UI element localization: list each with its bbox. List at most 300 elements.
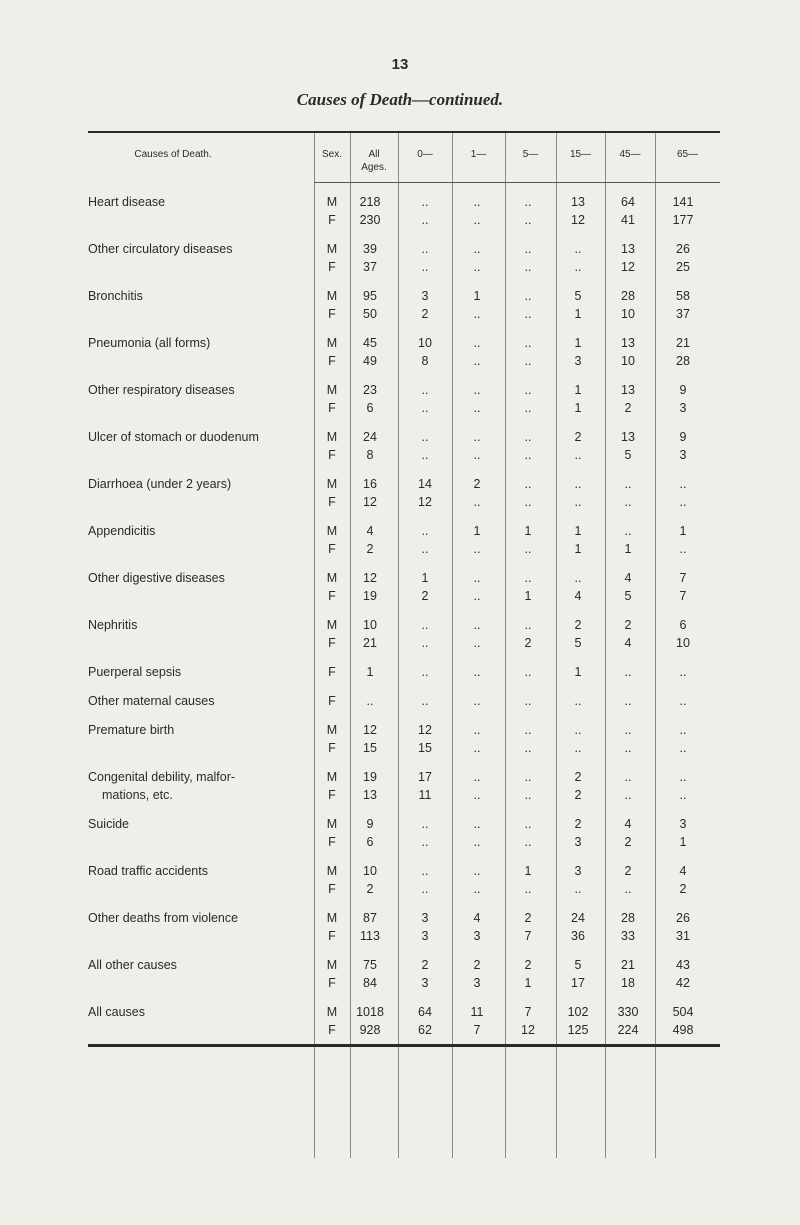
age-1-cell: .. [473, 835, 481, 849]
age-0-cell: .. [421, 542, 429, 556]
sex-cell: F [328, 213, 336, 227]
table-row [88, 211, 720, 229]
age-5-cell: .. [524, 307, 532, 321]
header-all-ages-line1: All [368, 149, 380, 160]
age-1-cell: 1 [473, 524, 481, 538]
all-ages-cell: 230 [359, 213, 381, 227]
table-row [88, 446, 720, 464]
cause-label: Suicide [88, 817, 129, 831]
header-age-45: 45— [619, 149, 641, 160]
age-65-cell: 177 [672, 213, 694, 227]
age-65-cell: 9 [679, 430, 687, 444]
page-number: 13 [391, 56, 409, 73]
all-ages-cell: 50 [363, 307, 377, 321]
age-45-cell: 1 [624, 542, 632, 556]
all-ages-cell: 12 [363, 723, 377, 737]
age-5-cell: 1 [524, 524, 532, 538]
age-65-cell: .. [679, 741, 687, 755]
age-0-cell: .. [421, 401, 429, 415]
age-0-cell: .. [421, 448, 429, 462]
age-5-cell: 2 [524, 636, 532, 650]
age-1-cell: .. [473, 242, 481, 256]
table-row [88, 352, 720, 370]
age-5-cell: .. [524, 741, 532, 755]
cause-label: Bronchitis [88, 289, 143, 303]
age-1-cell: .. [473, 383, 481, 397]
header-age-1: 1— [470, 149, 487, 160]
page-title: Causes of Death—continued. [296, 90, 504, 109]
age-5-cell: .. [524, 430, 532, 444]
cause-label: Congenital debility, malfor- [88, 770, 236, 784]
sex-cell: F [328, 741, 336, 755]
age-5-cell: .. [524, 770, 532, 784]
age-65-cell: 10 [676, 636, 690, 650]
age-45-cell: 33 [621, 929, 635, 943]
age-15-cell: .. [574, 260, 582, 274]
age-5-cell: .. [524, 289, 532, 303]
age-15-cell: 4 [574, 589, 582, 603]
age-5-cell: .. [524, 260, 532, 274]
table-row [88, 862, 720, 880]
sex-cell: M [326, 477, 338, 491]
table-row [88, 540, 720, 558]
age-5-cell: .. [524, 383, 532, 397]
age-0-cell: .. [421, 665, 429, 679]
age-45-cell: 10 [621, 354, 635, 368]
age-45-cell: 2 [624, 835, 632, 849]
sex-cell: F [328, 636, 336, 650]
age-65-cell: .. [679, 694, 687, 708]
cause-label: Puerperal sepsis [88, 665, 182, 679]
age-65-cell: 141 [672, 195, 694, 209]
age-0-cell: 62 [418, 1023, 432, 1037]
table-row [88, 1003, 720, 1021]
all-ages-cell: 87 [363, 911, 377, 925]
age-1-cell: 1 [473, 289, 481, 303]
age-1-cell: .. [473, 213, 481, 227]
age-0-cell: 10 [418, 336, 432, 350]
all-ages-cell: 218 [359, 195, 381, 209]
all-ages-cell: 23 [363, 383, 377, 397]
age-0-cell: .. [421, 383, 429, 397]
age-65-cell: 3 [679, 817, 687, 831]
age-15-cell: 3 [574, 354, 582, 368]
cause-label: Nephritis [88, 618, 138, 632]
age-0-cell: 8 [421, 354, 429, 368]
cause-label: Other deaths from violence [88, 911, 239, 925]
age-0-cell: .. [421, 430, 429, 444]
age-0-cell: .. [421, 694, 429, 708]
age-0-cell: .. [421, 864, 429, 878]
age-0-cell: .. [421, 260, 429, 274]
sex-cell: F [328, 665, 336, 679]
age-65-cell: 26 [676, 911, 690, 925]
age-5-cell: 7 [524, 929, 532, 943]
age-1-cell: .. [473, 741, 481, 755]
age-65-cell: 28 [676, 354, 690, 368]
cause-label: Ulcer of stomach or duodenum [88, 430, 259, 444]
age-65-cell: 1 [679, 524, 687, 538]
age-0-cell: 11 [418, 788, 432, 802]
age-15-cell: 1 [574, 307, 582, 321]
age-1-cell: .. [473, 636, 481, 650]
age-65-cell: 7 [679, 571, 687, 585]
sex-cell: M [326, 524, 338, 538]
age-0-cell: 12 [418, 723, 432, 737]
all-ages-cell: 24 [363, 430, 377, 444]
age-1-cell: 3 [473, 976, 481, 990]
all-ages-cell: 113 [360, 929, 380, 943]
age-5-cell: .. [524, 835, 532, 849]
age-1-cell: .. [473, 770, 481, 784]
age-45-cell: 5 [624, 589, 632, 603]
age-45-cell: 4 [624, 817, 632, 831]
all-ages-cell: 19 [363, 589, 377, 603]
sex-cell: F [328, 448, 336, 462]
age-1-cell: .. [473, 195, 481, 209]
sex-cell: M [326, 817, 338, 831]
sex-cell: M [326, 289, 338, 303]
age-15-cell: 1 [574, 383, 582, 397]
age-65-cell: 498 [672, 1023, 694, 1037]
age-15-cell: 1 [574, 524, 582, 538]
all-ages-cell: 2 [366, 882, 374, 896]
age-0-cell: 3 [421, 911, 429, 925]
age-15-cell: 17 [571, 976, 585, 990]
table-top-rule [88, 131, 720, 133]
age-1-cell: 11 [470, 1005, 484, 1019]
header-cause: Causes of Death. [134, 149, 212, 160]
table-row [88, 634, 720, 652]
age-15-cell: 1 [574, 542, 582, 556]
table-row [88, 240, 720, 258]
all-ages-cell: 9 [366, 817, 374, 831]
age-0-cell: 1 [421, 571, 429, 585]
age-5-cell: 1 [524, 589, 532, 603]
sex-cell: F [328, 1023, 336, 1037]
age-45-cell: 10 [621, 307, 635, 321]
age-5-cell: 1 [524, 864, 532, 878]
sex-cell: M [326, 336, 338, 350]
all-ages-cell: 12 [363, 495, 377, 509]
sex-cell: F [328, 694, 336, 708]
age-65-cell: 42 [676, 976, 690, 990]
age-15-cell: 5 [574, 636, 582, 650]
age-45-cell: 2 [624, 401, 632, 415]
all-ages-cell: .. [366, 694, 374, 708]
age-5-cell: .. [524, 477, 532, 491]
age-1-cell: 2 [473, 477, 481, 491]
age-45-cell: .. [624, 495, 632, 509]
age-5-cell: .. [524, 242, 532, 256]
age-5-cell: 2 [524, 958, 532, 972]
age-15-cell: .. [574, 723, 582, 737]
age-15-cell: 36 [571, 929, 585, 943]
age-1-cell: .. [473, 495, 481, 509]
age-0-cell: 14 [418, 477, 432, 491]
cause-label: Other circulatory diseases [88, 242, 233, 256]
age-15-cell: .. [574, 882, 582, 896]
age-5-cell: .. [524, 495, 532, 509]
sex-cell: F [328, 354, 336, 368]
sex-cell: M [326, 864, 338, 878]
header-sex: Sex. [321, 149, 342, 160]
age-1-cell: 2 [473, 958, 481, 972]
age-5-cell: .. [524, 788, 532, 802]
age-1-cell: .. [473, 817, 481, 831]
sex-cell: F [328, 882, 336, 896]
age-65-cell: .. [679, 495, 687, 509]
header-all-ages [350, 148, 398, 174]
age-0-cell: 15 [418, 741, 432, 755]
age-65-cell: 3 [679, 448, 687, 462]
age-65-cell: .. [679, 542, 687, 556]
age-65-cell: 4 [679, 864, 687, 878]
age-5-cell: .. [524, 336, 532, 350]
age-45-cell: .. [624, 694, 632, 708]
age-45-cell: 2 [624, 618, 632, 632]
all-ages-cell: 19 [363, 770, 377, 784]
age-5-cell: .. [524, 213, 532, 227]
table-row [88, 974, 720, 992]
age-0-cell: .. [421, 817, 429, 831]
age-1-cell: .. [473, 260, 481, 274]
age-5-cell: .. [524, 882, 532, 896]
sex-cell: M [326, 242, 338, 256]
table-row [88, 721, 720, 739]
all-ages-cell: 1018 [356, 1005, 384, 1019]
age-45-cell: 5 [624, 448, 632, 462]
age-5-cell: 7 [524, 1005, 532, 1019]
age-0-cell: 2 [421, 307, 429, 321]
age-15-cell: 2 [574, 770, 582, 784]
age-45-cell: .. [624, 788, 632, 802]
age-15-cell: .. [574, 694, 582, 708]
age-1-cell: .. [473, 589, 481, 603]
age-15-cell: 125 [567, 1023, 589, 1037]
header-age-65: 65— [676, 149, 699, 160]
all-ages-cell: 21 [363, 636, 377, 650]
table-row [88, 334, 720, 352]
age-65-cell: 1 [679, 835, 687, 849]
all-ages-cell: 37 [363, 260, 377, 274]
age-1-cell: .. [473, 307, 481, 321]
age-45-cell: 13 [621, 242, 635, 256]
age-15-cell: 1 [574, 665, 582, 679]
table-row [88, 768, 720, 786]
age-45-cell: 13 [621, 336, 635, 350]
all-ages-cell: 4 [366, 524, 374, 538]
sex-cell: F [328, 401, 336, 415]
age-1-cell: .. [473, 882, 481, 896]
all-ages-cell: 10 [363, 618, 377, 632]
age-5-cell: .. [524, 401, 532, 415]
age-65-cell: 58 [676, 289, 690, 303]
age-0-cell: 17 [418, 770, 432, 784]
age-45-cell: 12 [621, 260, 635, 274]
age-15-cell: .. [574, 448, 582, 462]
table-row [88, 880, 720, 898]
cause-label: Diarrhoea (under 2 years) [88, 477, 232, 491]
age-15-cell: 12 [571, 213, 585, 227]
age-65-cell: .. [679, 723, 687, 737]
age-45-cell: .. [624, 723, 632, 737]
age-45-cell: 4 [624, 571, 632, 585]
age-0-cell: 3 [421, 289, 429, 303]
age-65-cell: .. [679, 477, 687, 491]
age-65-cell: 43 [676, 958, 690, 972]
age-15-cell: 2 [574, 430, 582, 444]
header-all-ages-line2: Ages. [361, 162, 387, 173]
age-15-cell: 2 [574, 817, 582, 831]
all-ages-cell: 1 [366, 665, 374, 679]
age-0-cell: .. [421, 242, 429, 256]
header-separator [314, 182, 720, 183]
age-1-cell: .. [473, 354, 481, 368]
age-15-cell: 5 [574, 289, 582, 303]
cause-label: All causes [88, 1005, 145, 1019]
age-65-cell: .. [679, 788, 687, 802]
table-row [88, 663, 720, 681]
age-45-cell: 28 [621, 289, 635, 303]
table-row [88, 739, 720, 757]
age-15-cell: 24 [571, 911, 585, 925]
age-1-cell: .. [473, 694, 481, 708]
age-45-cell: 330 [617, 1005, 639, 1019]
sex-cell: M [326, 571, 338, 585]
sex-cell: M [326, 430, 338, 444]
age-15-cell: 2 [574, 618, 582, 632]
age-5-cell: 2 [524, 911, 532, 925]
header-age-0: 0— [417, 149, 433, 160]
all-ages-cell: 12 [363, 571, 377, 585]
age-5-cell: .. [524, 665, 532, 679]
age-15-cell: .. [574, 495, 582, 509]
all-ages-cell: 95 [363, 289, 377, 303]
all-ages-cell: 49 [363, 354, 377, 368]
age-45-cell: .. [624, 524, 632, 538]
cause-label: Other maternal causes [88, 694, 215, 708]
table-row [88, 927, 720, 945]
sex-cell: M [326, 618, 338, 632]
cause-label: mations, etc. [102, 788, 173, 802]
age-45-cell: 13 [621, 383, 635, 397]
age-0-cell: .. [421, 524, 429, 538]
age-65-cell: .. [679, 665, 687, 679]
age-45-cell: 4 [624, 636, 632, 650]
sex-cell: F [328, 542, 336, 556]
age-45-cell: 18 [621, 976, 635, 990]
header-age-15: 15— [569, 149, 592, 160]
age-5-cell: .. [524, 571, 532, 585]
age-45-cell: 41 [621, 213, 635, 227]
sex-cell: M [326, 958, 338, 972]
age-65-cell: 9 [679, 383, 687, 397]
age-0-cell: .. [421, 195, 429, 209]
age-0-cell: 2 [421, 958, 429, 972]
age-0-cell: .. [421, 636, 429, 650]
table-row [88, 475, 720, 493]
age-45-cell: .. [624, 477, 632, 491]
age-0-cell: .. [421, 213, 429, 227]
cause-label: Other digestive diseases [88, 571, 225, 585]
age-1-cell: .. [473, 430, 481, 444]
age-1-cell: .. [473, 665, 481, 679]
all-ages-cell: 6 [366, 401, 374, 415]
sex-cell: M [326, 723, 338, 737]
age-15-cell: 2 [574, 788, 582, 802]
age-1-cell: 4 [473, 911, 481, 925]
table-bottom-rule [88, 1044, 720, 1047]
all-ages-cell: 45 [363, 336, 377, 350]
age-45-cell: 21 [621, 958, 635, 972]
age-65-cell: 26 [676, 242, 690, 256]
all-ages-cell: 84 [363, 976, 377, 990]
sex-cell: M [326, 195, 338, 209]
age-0-cell: 3 [421, 976, 429, 990]
age-15-cell: 13 [571, 195, 585, 209]
table-row [88, 428, 720, 446]
all-ages-cell: 15 [363, 741, 377, 755]
all-ages-cell: 10 [363, 864, 377, 878]
table-row [88, 833, 720, 851]
table-row [88, 305, 720, 323]
table-row [88, 522, 720, 540]
table-row [88, 587, 720, 605]
age-5-cell: .. [524, 195, 532, 209]
sex-cell: M [326, 383, 338, 397]
sex-cell: F [328, 589, 336, 603]
age-15-cell: .. [574, 477, 582, 491]
table-row [88, 569, 720, 587]
age-45-cell: 28 [621, 911, 635, 925]
age-5-cell: .. [524, 723, 532, 737]
age-1-cell: .. [473, 401, 481, 415]
table-row [88, 786, 720, 804]
age-0-cell: 3 [421, 929, 429, 943]
table-row [88, 258, 720, 276]
table-row [88, 287, 720, 305]
age-5-cell: .. [524, 448, 532, 462]
all-ages-cell: 39 [363, 242, 377, 256]
cause-label: Heart disease [88, 195, 166, 209]
table-row [88, 909, 720, 927]
all-ages-cell: 8 [366, 448, 374, 462]
age-45-cell: .. [624, 665, 632, 679]
age-65-cell: .. [679, 770, 687, 784]
age-65-cell: 7 [679, 589, 687, 603]
age-0-cell: .. [421, 618, 429, 632]
sex-cell: F [328, 307, 336, 321]
table-row [88, 193, 720, 211]
age-5-cell: .. [524, 354, 532, 368]
age-1-cell: 7 [473, 1023, 481, 1037]
age-0-cell: .. [421, 882, 429, 896]
sex-cell: F [328, 495, 336, 509]
age-1-cell: .. [473, 788, 481, 802]
age-1-cell: .. [473, 864, 481, 878]
table-row [88, 692, 720, 710]
age-15-cell: .. [574, 571, 582, 585]
table-row [88, 956, 720, 974]
age-1-cell: .. [473, 723, 481, 737]
age-65-cell: 31 [676, 929, 690, 943]
age-0-cell: 64 [418, 1005, 432, 1019]
age-65-cell: 25 [676, 260, 690, 274]
age-15-cell: .. [574, 242, 582, 256]
age-65-cell: 504 [672, 1005, 694, 1019]
age-65-cell: 3 [679, 401, 687, 415]
